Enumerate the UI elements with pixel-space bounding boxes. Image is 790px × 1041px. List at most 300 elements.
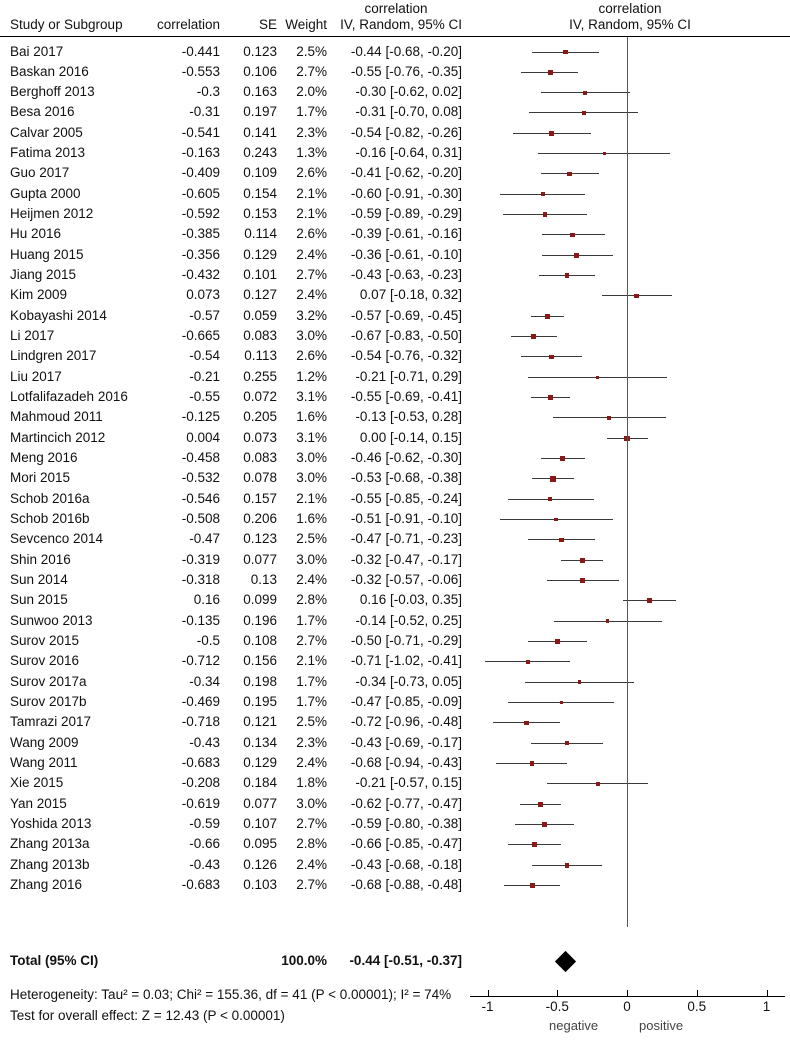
x-axis-line	[470, 996, 785, 997]
row-weight: 2.7%	[296, 877, 327, 893]
row-weight: 2.5%	[296, 531, 327, 547]
table-row	[0, 42, 470, 62]
row-study-label: Liu 2017	[10, 368, 62, 384]
row-ci: -0.14 [-0.52, 0.25]	[355, 612, 462, 628]
row-correlation: -0.532	[181, 470, 220, 486]
x-axis-tick	[627, 990, 628, 996]
row-se: 0.059	[243, 307, 277, 323]
header-superlabel-left: correlation	[364, 1, 428, 16]
row-se: 0.072	[243, 389, 277, 405]
effect-estimate-marker	[538, 802, 543, 807]
row-correlation: -0.592	[181, 206, 220, 222]
row-correlation: -0.683	[181, 877, 220, 893]
row-se: 0.107	[243, 816, 277, 832]
no-effect-line	[627, 37, 628, 927]
row-ci: -0.32 [-0.57, -0.06]	[350, 572, 462, 588]
effect-estimate-marker	[549, 355, 554, 360]
table-row	[0, 753, 470, 773]
table-row	[0, 773, 470, 793]
effect-estimate-marker	[560, 701, 564, 705]
row-study-label: Yoshida 2013	[10, 816, 92, 832]
effect-estimate-marker	[524, 721, 529, 726]
row-ci: -0.50 [-0.71, -0.29]	[350, 633, 462, 649]
heterogeneity-text: Heterogeneity: Tau² = 0.03; Chi² = 155.36, df = 41 (P < 0.00001); I² = 74%	[10, 987, 452, 1002]
row-correlation: -0.319	[181, 551, 220, 567]
row-se: 0.196	[243, 612, 277, 628]
table-row	[0, 265, 470, 285]
effect-estimate-marker	[549, 131, 554, 136]
row-correlation: -0.385	[181, 226, 220, 242]
row-ci: -0.66 [-0.85, -0.47]	[350, 836, 462, 852]
row-correlation: -0.43	[189, 734, 220, 750]
row-se: 0.077	[243, 551, 277, 567]
row-se: 0.129	[243, 246, 277, 262]
row-ci: -0.47 [-0.85, -0.09]	[350, 694, 462, 710]
table-row	[0, 733, 470, 753]
row-study-label: Mahmoud 2011	[10, 409, 103, 425]
row-weight: 3.0%	[296, 450, 327, 466]
row-correlation: -0.553	[181, 63, 220, 79]
row-se: 0.141	[243, 124, 277, 140]
x-axis-tick	[697, 990, 698, 996]
row-weight: 3.0%	[296, 328, 327, 344]
effect-estimate-marker	[574, 253, 579, 258]
row-ci: -0.43 [-0.63, -0.23]	[350, 267, 462, 283]
row-ci: -0.60 [-0.91, -0.30]	[350, 185, 462, 201]
table-row	[0, 834, 470, 854]
table-row	[0, 611, 470, 631]
row-weight: 1.7%	[296, 694, 327, 710]
row-se: 0.243	[243, 145, 277, 161]
x-axis-tick	[557, 990, 558, 996]
effect-estimate-marker	[583, 91, 587, 95]
row-study-label: Calvar 2005	[10, 124, 83, 140]
axis-direction-label-positive: positive	[639, 1018, 684, 1033]
row-se: 0.121	[243, 714, 277, 730]
table-row	[0, 204, 470, 224]
row-weight: 2.7%	[296, 267, 327, 283]
row-weight: 2.4%	[296, 572, 327, 588]
effect-estimate-marker	[596, 782, 600, 786]
row-ci: -0.68 [-0.94, -0.43]	[350, 755, 462, 771]
column-header-correlation: correlation	[156, 17, 220, 32]
column-header-se: SE	[258, 17, 277, 32]
row-weight: 3.1%	[296, 389, 327, 405]
row-correlation: -0.5	[196, 633, 220, 649]
table-row	[0, 570, 470, 590]
row-se: 0.095	[243, 836, 277, 852]
overall-effect-text: Test for overall effect: Z = 12.43 (P < 0.00001)	[10, 1008, 285, 1023]
table-row	[0, 651, 470, 671]
row-se: 0.195	[243, 694, 277, 710]
table-row	[0, 712, 470, 732]
row-correlation: -0.546	[181, 490, 220, 506]
row-se: 0.206	[243, 511, 277, 527]
effect-estimate-marker	[526, 660, 530, 664]
row-study-label: Surov 2017b	[10, 694, 87, 710]
row-study-label: Surov 2016	[10, 653, 80, 669]
effect-estimate-marker	[582, 111, 586, 115]
row-ci: -0.59 [-0.80, -0.38]	[350, 816, 462, 832]
row-se: 0.083	[243, 328, 277, 344]
row-correlation: -0.57	[189, 307, 220, 323]
row-study-label: Fatima 2013	[10, 145, 86, 161]
row-correlation: 0.073	[186, 287, 220, 303]
row-ci: -0.46 [-0.62, -0.30]	[350, 450, 462, 466]
row-weight: 2.6%	[296, 226, 327, 242]
row-ci: -0.16 [-0.64, 0.31]	[355, 145, 462, 161]
total-label: Total (95% CI)	[10, 953, 99, 968]
forest-plot-canvas	[470, 0, 790, 1041]
effect-estimate-marker	[554, 518, 558, 522]
row-weight: 2.1%	[296, 490, 327, 506]
column-header-ci-text: IV, Random, 95% CI	[340, 17, 462, 32]
row-weight: 2.1%	[296, 653, 327, 669]
x-axis-tick	[767, 990, 768, 996]
row-ci: -0.21 [-0.57, 0.15]	[355, 775, 462, 791]
row-se: 0.099	[243, 592, 277, 608]
row-weight: 2.3%	[296, 124, 327, 140]
row-correlation: -0.712	[181, 653, 220, 669]
effect-estimate-marker	[532, 842, 537, 847]
effect-estimate-marker	[548, 70, 553, 75]
table-row	[0, 184, 470, 204]
row-study-label: Bai 2017	[10, 43, 64, 59]
table-row	[0, 245, 470, 265]
row-ci: 0.00 [-0.14, 0.15]	[359, 429, 462, 445]
row-correlation: -0.409	[181, 165, 220, 181]
row-correlation: -0.605	[181, 185, 220, 201]
row-correlation: -0.163	[181, 145, 220, 161]
row-study-label: Gupta 2000	[10, 185, 81, 201]
table-row	[0, 468, 470, 488]
column-header-weight: Weight	[285, 17, 327, 32]
table-row	[0, 82, 470, 102]
row-weight: 2.4%	[296, 856, 327, 872]
effect-estimate-marker	[606, 619, 610, 623]
row-ci: -0.32 [-0.47, -0.17]	[350, 551, 462, 567]
effect-estimate-marker	[607, 416, 611, 420]
row-weight: 2.7%	[296, 633, 327, 649]
row-correlation: -0.59	[189, 816, 220, 832]
row-study-label: Heijmen 2012	[10, 206, 94, 222]
row-study-label: Li 2017	[10, 328, 55, 344]
row-study-label: Kobayashi 2014	[10, 307, 107, 323]
effect-estimate-marker	[578, 680, 582, 684]
row-study-label: Besa 2016	[10, 104, 75, 120]
effect-estimate-marker	[541, 192, 545, 196]
effect-estimate-marker	[531, 334, 536, 339]
row-ci: -0.72 [-0.96, -0.48]	[350, 714, 462, 730]
row-se: 0.123	[243, 531, 277, 547]
row-study-label: Mori 2015	[10, 470, 71, 486]
row-correlation: -0.665	[181, 328, 220, 344]
row-ci: -0.71 [-1.02, -0.41]	[350, 653, 462, 669]
row-weight: 2.6%	[296, 348, 327, 364]
row-study-label: Meng 2016	[10, 450, 78, 466]
row-weight: 2.1%	[296, 206, 327, 222]
row-ci: -0.43 [-0.69, -0.17]	[350, 734, 462, 750]
row-se: 0.113	[244, 348, 277, 364]
effect-estimate-marker	[559, 538, 564, 543]
row-study-label: Huang 2015	[10, 246, 84, 262]
table-row	[0, 326, 470, 346]
row-study-label: Zhang 2016	[10, 877, 83, 893]
row-ci: -0.55 [-0.76, -0.35]	[350, 63, 462, 79]
table-row	[0, 631, 470, 651]
row-ci: -0.31 [-0.70, 0.08]	[355, 104, 462, 120]
row-weight: 2.8%	[296, 836, 327, 852]
row-weight: 2.5%	[296, 714, 327, 730]
row-se: 0.184	[243, 775, 277, 791]
row-study-label: Hu 2016	[10, 226, 62, 242]
x-axis-tick-label: 0	[623, 999, 631, 1014]
row-correlation: -0.34	[189, 673, 220, 689]
row-se: 0.157	[243, 490, 277, 506]
row-study-label: Wang 2009	[10, 734, 79, 750]
effect-estimate-marker	[603, 152, 606, 155]
row-weight: 1.6%	[296, 511, 327, 527]
row-correlation: -0.55	[189, 389, 220, 405]
row-correlation: 0.004	[186, 429, 220, 445]
effect-estimate-marker	[560, 456, 565, 461]
table-row	[0, 428, 470, 448]
row-correlation: -0.31	[189, 104, 220, 120]
row-weight: 2.7%	[296, 816, 327, 832]
row-weight: 3.0%	[296, 551, 327, 567]
row-ci: -0.55 [-0.69, -0.41]	[350, 389, 462, 405]
row-weight: 2.8%	[296, 592, 327, 608]
row-correlation: -0.432	[181, 267, 220, 283]
row-study-label: Sevcenco 2014	[10, 531, 104, 547]
row-ci: -0.47 [-0.71, -0.23]	[350, 531, 462, 547]
effect-estimate-marker	[567, 172, 572, 177]
effect-estimate-marker	[530, 883, 535, 888]
row-weight: 1.7%	[296, 673, 327, 689]
row-ci: -0.68 [-0.88, -0.48]	[350, 877, 462, 893]
table-row	[0, 123, 470, 143]
row-se: 0.134	[243, 734, 277, 750]
row-weight: 1.2%	[296, 368, 327, 384]
table-row	[0, 102, 470, 122]
total-weight: 100.0%	[281, 953, 327, 968]
row-study-label: Wang 2011	[10, 755, 78, 771]
table-row	[0, 814, 470, 834]
x-axis-tick-label: -1	[481, 999, 494, 1014]
row-se: 0.198	[243, 673, 277, 689]
row-ci: -0.53 [-0.68, -0.38]	[350, 470, 462, 486]
row-correlation: -0.54	[189, 348, 220, 364]
row-study-label: Martincich 2012	[10, 429, 106, 445]
table-row	[0, 163, 470, 183]
effect-estimate-marker	[530, 761, 535, 766]
axis-direction-label-negative: negative	[549, 1018, 599, 1033]
effect-estimate-marker	[548, 497, 552, 501]
row-weight: 2.3%	[296, 734, 327, 750]
table-row	[0, 672, 470, 692]
table-row	[0, 448, 470, 468]
row-weight: 1.8%	[296, 775, 327, 791]
row-correlation: -0.318	[181, 572, 220, 588]
row-weight: 2.6%	[296, 165, 327, 181]
row-se: 0.114	[244, 226, 277, 242]
effect-estimate-marker	[596, 376, 599, 379]
table-row	[0, 794, 470, 814]
row-study-label: Sun 2015	[10, 592, 68, 608]
effect-estimate-marker	[542, 822, 547, 827]
effect-estimate-marker	[570, 233, 575, 238]
row-study-label: Schob 2016b	[10, 511, 90, 527]
row-ci: 0.16 [-0.03, 0.35]	[359, 592, 462, 608]
row-correlation: -0.21	[189, 368, 220, 384]
effect-estimate-marker	[548, 395, 553, 400]
row-ci: 0.07 [-0.18, 0.32]	[359, 287, 462, 303]
row-correlation: -0.469	[181, 694, 220, 710]
row-ci: -0.54 [-0.76, -0.32]	[350, 348, 462, 364]
x-axis-tick-label: 1	[762, 999, 771, 1014]
row-study-label: Sunwoo 2013	[10, 612, 93, 628]
row-weight: 2.7%	[296, 63, 327, 79]
row-study-label: Shin 2016	[10, 551, 71, 567]
effect-estimate-marker	[565, 741, 570, 746]
row-weight: 2.4%	[296, 755, 327, 771]
row-weight: 2.5%	[296, 43, 327, 59]
row-weight: 2.4%	[296, 246, 327, 262]
row-correlation: -0.125	[181, 409, 220, 425]
row-study-label: Jiang 2015	[10, 267, 77, 283]
row-ci: -0.57 [-0.69, -0.45]	[350, 307, 462, 323]
row-weight: 2.4%	[296, 287, 327, 303]
row-correlation: -0.441	[181, 43, 220, 59]
total-ci: -0.44 [-0.51, -0.37]	[349, 953, 462, 968]
table-row	[0, 62, 470, 82]
row-correlation: -0.208	[181, 775, 220, 791]
summary-diamond	[555, 950, 576, 971]
effect-estimate-marker	[634, 294, 639, 299]
row-weight: 1.7%	[296, 612, 327, 628]
row-se: 0.163	[243, 84, 277, 100]
row-weight: 3.1%	[296, 429, 327, 445]
x-axis-tick-label: -0.5	[545, 999, 569, 1014]
row-study-label: Surov 2017a	[10, 673, 87, 689]
row-se: 0.083	[243, 450, 277, 466]
row-correlation: -0.458	[181, 450, 220, 466]
row-se: 0.101	[243, 267, 277, 283]
table-row	[0, 692, 470, 712]
row-study-label: Zhang 2013b	[10, 856, 90, 872]
row-se: 0.154	[243, 185, 277, 201]
row-ci: -0.55 [-0.85, -0.24]	[350, 490, 462, 506]
row-ci: -0.44 [-0.68, -0.20]	[350, 43, 462, 59]
column-header-ci-plot: IV, Random, 95% CI	[569, 17, 691, 32]
table-row	[0, 346, 470, 366]
row-study-label: Baskan 2016	[10, 63, 89, 79]
table-row	[0, 875, 470, 895]
row-se: 0.109	[243, 165, 277, 181]
row-study-label: Guo 2017	[10, 165, 70, 181]
effect-estimate-marker	[647, 598, 652, 603]
row-ci: -0.39 [-0.61, -0.16]	[350, 226, 462, 242]
row-study-label: Surov 2015	[10, 633, 80, 649]
row-se: 0.073	[243, 429, 277, 445]
row-se: 0.103	[243, 877, 277, 893]
table-row	[0, 224, 470, 244]
row-correlation: -0.135	[181, 612, 220, 628]
row-study-label: Yan 2015	[10, 795, 67, 811]
row-study-label: Tamrazi 2017	[10, 714, 92, 730]
row-correlation: 0.16	[193, 592, 220, 608]
effect-estimate-marker	[580, 558, 585, 563]
row-correlation: -0.718	[181, 714, 220, 730]
row-weight: 1.3%	[296, 145, 327, 161]
table-row	[0, 367, 470, 387]
row-se: 0.078	[243, 470, 277, 486]
row-weight: 1.6%	[296, 409, 327, 425]
row-study-label: Schob 2016a	[10, 490, 90, 506]
table-row	[0, 306, 470, 326]
row-se: 0.156	[243, 653, 277, 669]
row-weight: 3.0%	[296, 470, 327, 486]
row-se: 0.255	[243, 368, 277, 384]
row-correlation: -0.3	[196, 84, 220, 100]
table-row	[0, 509, 470, 529]
total-row	[0, 951, 470, 971]
row-se: 0.129	[243, 755, 277, 771]
effect-estimate-marker	[543, 212, 547, 216]
row-se: 0.153	[243, 206, 277, 222]
row-study-label: Zhang 2013a	[10, 836, 90, 852]
table-row	[0, 529, 470, 549]
table-row	[0, 143, 470, 163]
table-row	[0, 285, 470, 305]
row-ci: -0.21 [-0.71, 0.29]	[355, 368, 462, 384]
effect-estimate-marker	[580, 578, 585, 583]
row-se: 0.205	[243, 409, 277, 425]
row-se: 0.127	[243, 287, 277, 303]
row-weight: 3.0%	[296, 795, 327, 811]
row-ci: -0.30 [-0.62, 0.02]	[355, 84, 462, 100]
row-ci: -0.62 [-0.77, -0.47]	[350, 795, 462, 811]
effect-estimate-marker	[563, 50, 568, 55]
row-correlation: -0.47	[189, 531, 220, 547]
row-se: 0.077	[243, 795, 277, 811]
row-ci: -0.67 [-0.83, -0.50]	[350, 328, 462, 344]
effect-estimate-marker	[565, 273, 570, 278]
row-se: 0.13	[250, 572, 277, 588]
row-se: 0.197	[243, 104, 277, 120]
row-study-label: Lotfalifazadeh 2016	[10, 389, 128, 405]
table-row	[0, 855, 470, 875]
row-se: 0.123	[243, 43, 277, 59]
row-correlation: -0.541	[181, 124, 220, 140]
effect-estimate-marker	[550, 476, 555, 481]
row-weight: 2.0%	[296, 84, 327, 100]
row-weight: 3.2%	[296, 307, 327, 323]
table-row	[0, 590, 470, 610]
row-correlation: -0.508	[181, 511, 220, 527]
row-correlation: -0.619	[181, 795, 220, 811]
row-ci: -0.59 [-0.89, -0.29]	[350, 206, 462, 222]
table-row	[0, 550, 470, 570]
column-header-study: Study or Subgroup	[10, 17, 123, 32]
row-ci: -0.36 [-0.61, -0.10]	[350, 246, 462, 262]
row-study-label: Kim 2009	[10, 287, 68, 303]
row-ci: -0.13 [-0.53, 0.28]	[355, 409, 462, 425]
x-axis-tick-label: 0.5	[687, 999, 707, 1014]
row-se: 0.106	[243, 63, 277, 79]
row-study-label: Lindgren 2017	[10, 348, 97, 364]
table-row	[0, 387, 470, 407]
